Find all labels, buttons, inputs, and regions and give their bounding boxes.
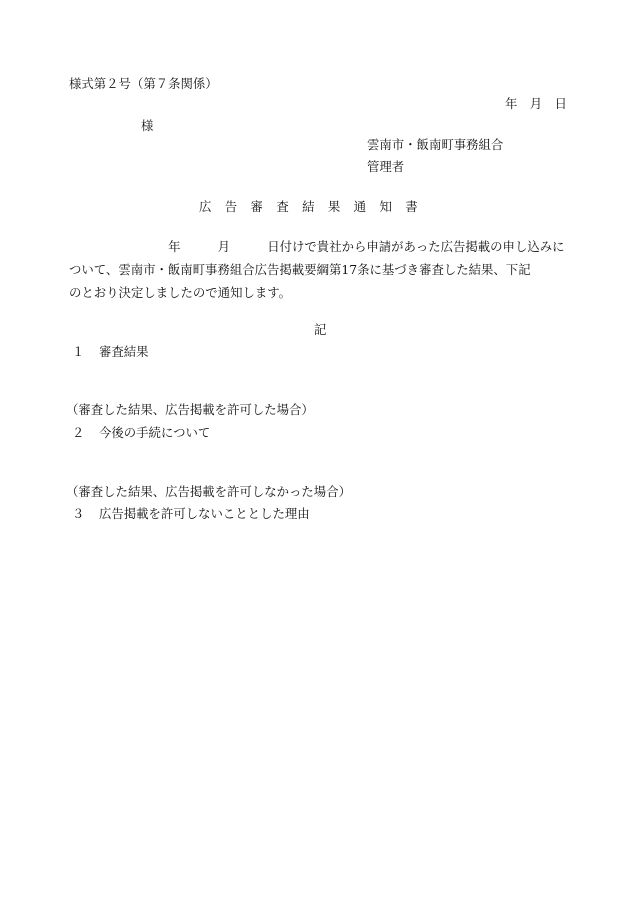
body-line-1: 年 月 日付けで貴社から申請があった広告掲載の申し込みに <box>69 239 565 254</box>
body-line-3: のとおり決定しましたので通知します。 <box>69 285 292 300</box>
section-3-label: 広告掲載を許可しないこととした理由 <box>99 506 310 521</box>
section-2-number: ２ <box>72 425 85 440</box>
section-2-condition: （審査した結果、広告掲載を許可した場合） <box>66 402 314 417</box>
addressee-honorific: 様 <box>141 118 154 133</box>
organization-role: 管理者 <box>367 159 405 174</box>
document-title: 広 告 審 査 結 果 通 知 書 <box>199 199 419 214</box>
organization-name: 雲南市・飯南町事務組合 <box>367 137 504 152</box>
section-3-number: ３ <box>72 506 85 521</box>
section-2-label: 今後の手続について <box>99 425 211 440</box>
form-number: 様式第２号（第７条関係） <box>69 76 218 91</box>
ki-heading: 記 <box>314 322 327 337</box>
body-line-2: ついて、雲南市・飯南町事務組合広告掲載要綱第17条に基づき審査した結果、下記 <box>69 262 531 277</box>
section-1-label: 審査結果 <box>99 344 149 359</box>
date-line: 年 月 日 <box>505 96 567 111</box>
section-3-condition: （審査した結果、広告掲載を許可しなかった場合） <box>66 484 351 499</box>
section-1-number: １ <box>72 344 85 359</box>
